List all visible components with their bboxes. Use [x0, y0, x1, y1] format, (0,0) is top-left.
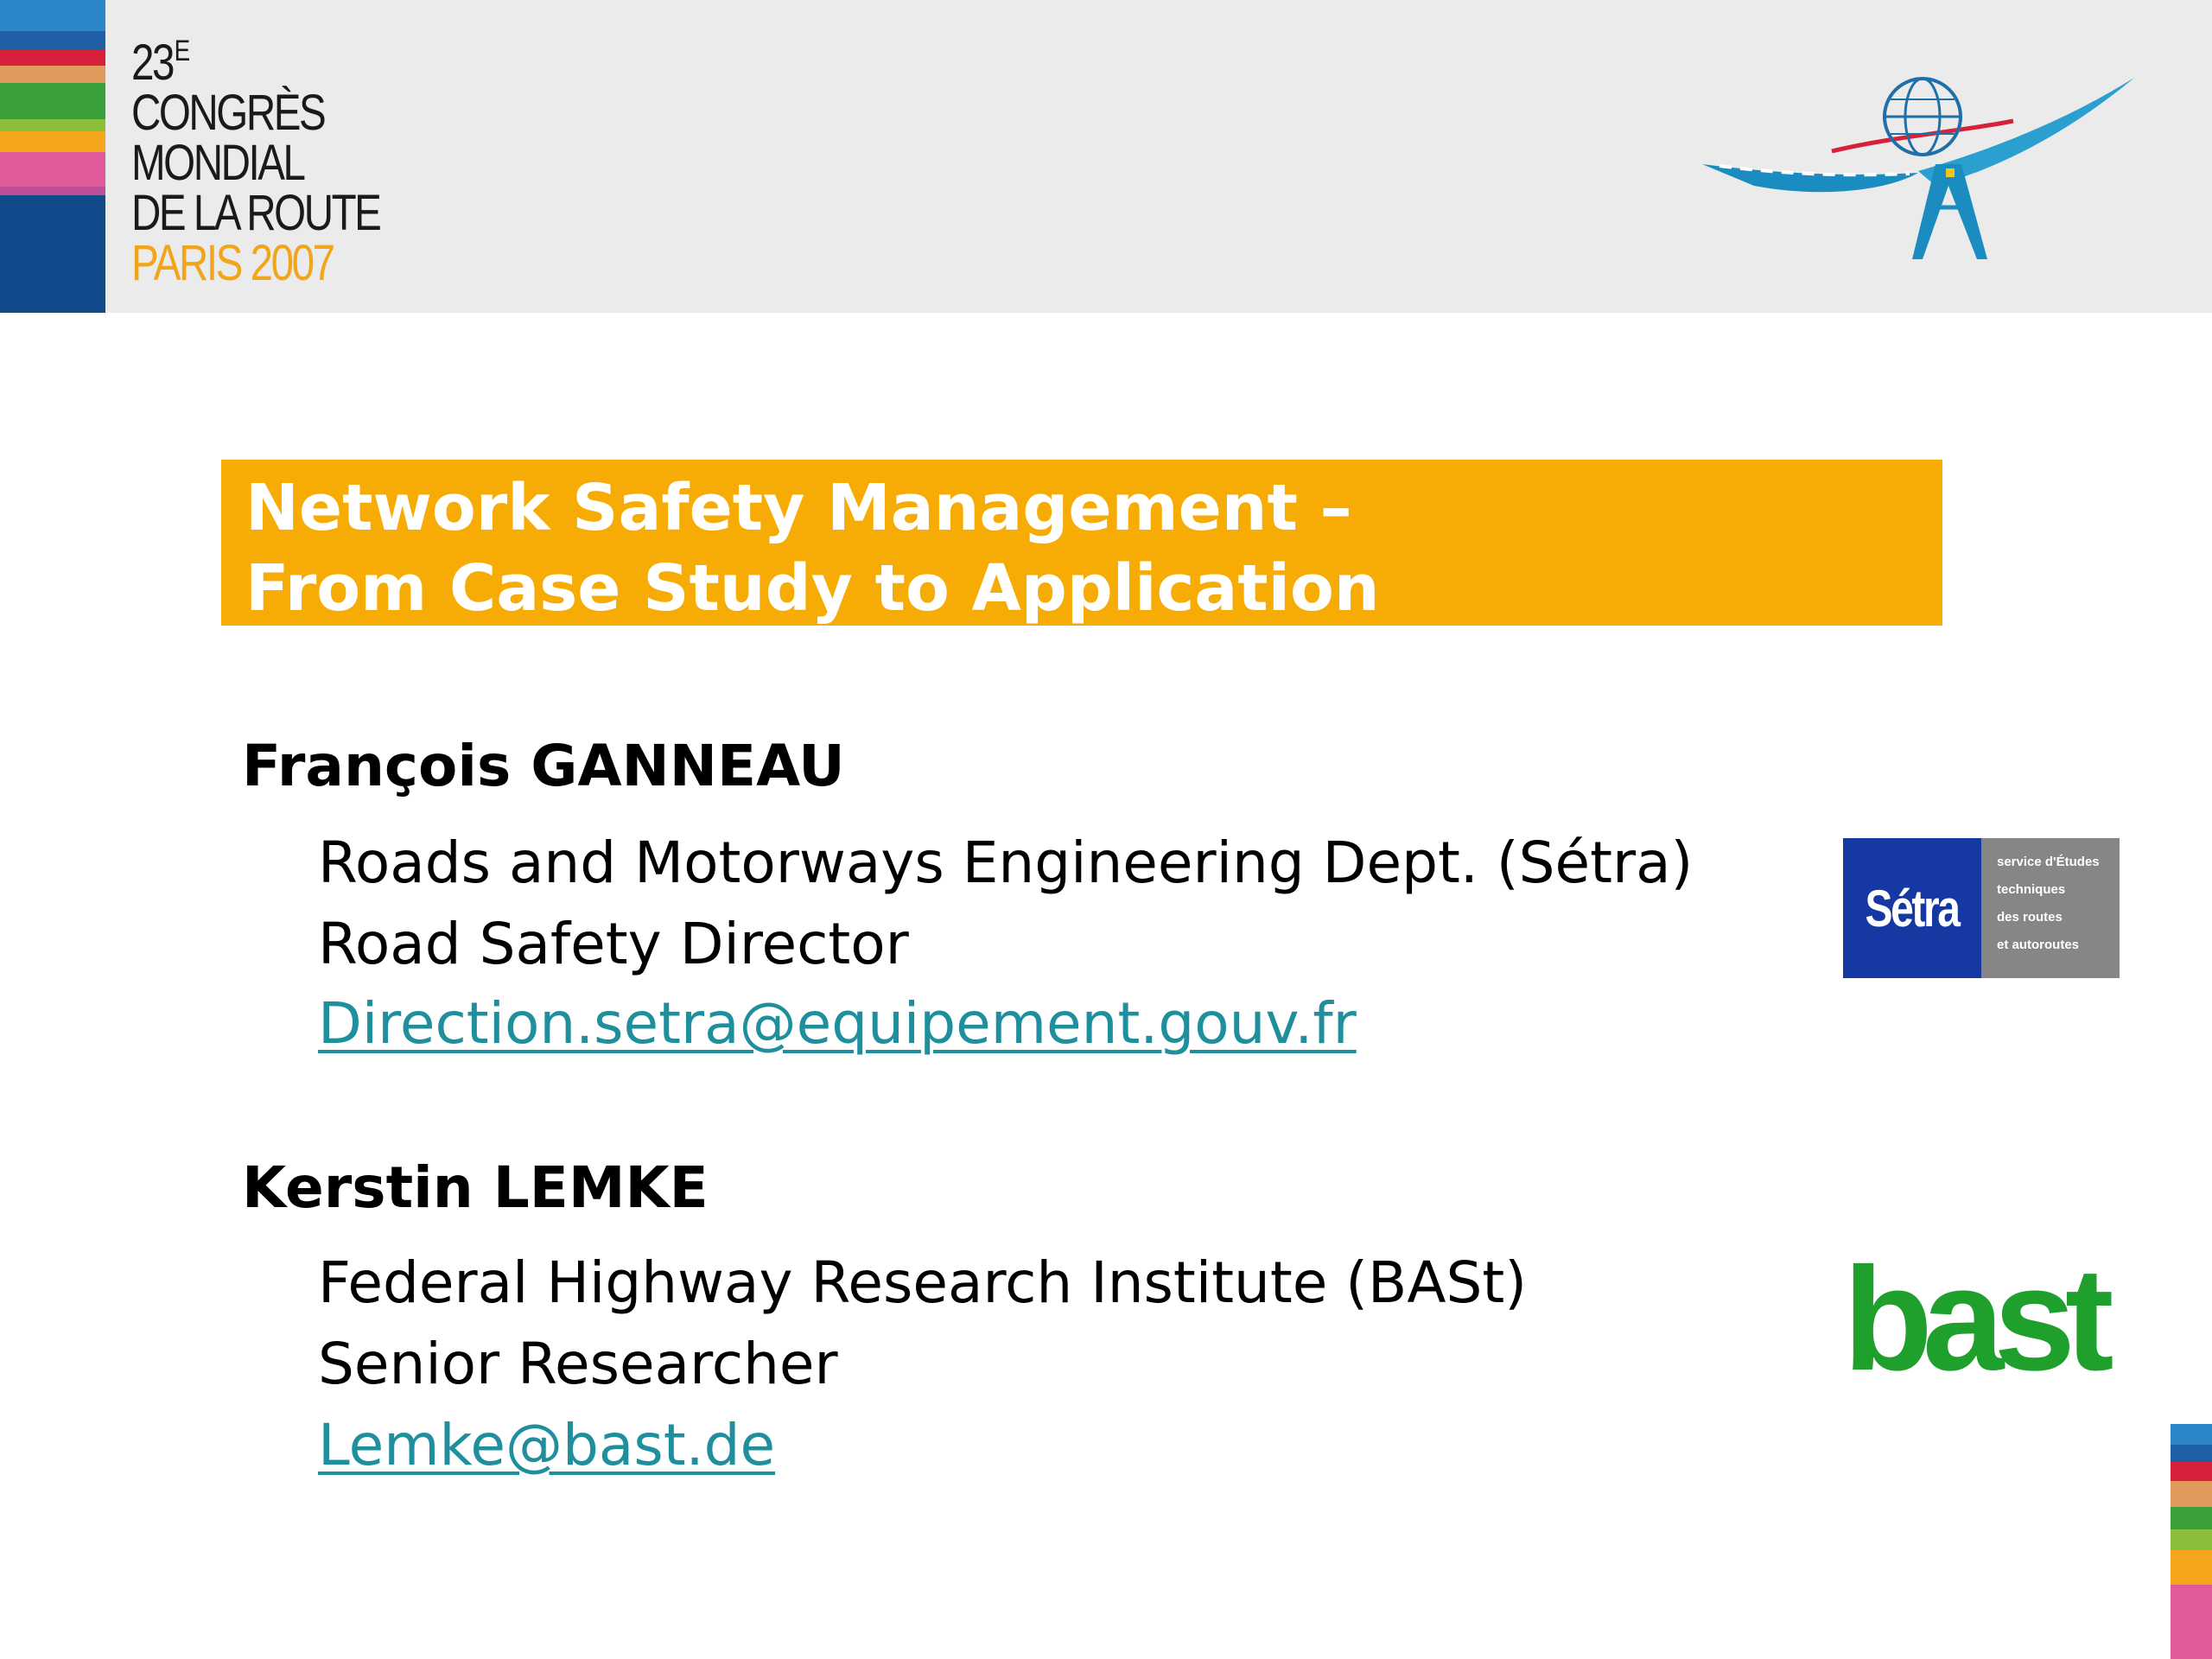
author-email-link-2[interactable]: Lemke@bast.de	[318, 1412, 776, 1478]
corner-color-stripes	[2171, 1424, 2212, 1659]
corner-stripe-3	[2171, 1481, 2212, 1507]
stripe-0	[0, 0, 105, 31]
author-name-1: François GANNEAU	[242, 733, 845, 799]
corner-stripe-1	[2171, 1445, 2212, 1462]
corner-stripe-0	[2171, 1424, 2212, 1445]
author-org-2: Federal Highway Research Institute (BASt)	[318, 1249, 1527, 1316]
corner-stripe-5	[2171, 1529, 2212, 1550]
stripe-9	[0, 195, 105, 313]
title-banner	[221, 460, 1942, 626]
setra-logo: Sétra service d'Études techniques des routes et autoroutes	[1843, 838, 2120, 978]
stripe-1	[0, 31, 105, 50]
globe-eiffel-road-emblem-icon	[1702, 69, 2143, 276]
congress-header	[0, 0, 2212, 313]
stripe-3	[0, 66, 105, 83]
stripe-7	[0, 152, 105, 187]
stripe-8	[0, 187, 105, 195]
stripe-6	[0, 131, 105, 152]
author-role-1: Road Safety Director	[318, 911, 909, 977]
congress-logo-text: $23^E$ CONGRÈS MONDIAL DE LA ROUTE PARIS 2007	[131, 35, 380, 291]
corner-stripe-2	[2171, 1462, 2212, 1481]
author-email-link-1[interactable]: Direction.setra@equipement.gouv.fr	[318, 990, 1357, 1057]
author-role-2: Senior Researcher	[318, 1331, 838, 1397]
author-org-1: Roads and Motorways Engineering Dept. (Sétra)	[318, 830, 1694, 896]
stripe-2	[0, 50, 105, 66]
presentation-title: Network Safety Management – From Case Study to Application	[245, 471, 1380, 626]
corner-stripe-6	[2171, 1550, 2212, 1585]
bast-logo: bast	[1843, 1237, 2104, 1402]
stripe-4	[0, 83, 105, 119]
author-name-2: Kerstin LEMKE	[242, 1154, 709, 1221]
color-stripes-logo	[0, 0, 105, 313]
corner-stripe-7	[2171, 1585, 2212, 1659]
corner-stripe-4	[2171, 1507, 2212, 1529]
stripe-5	[0, 119, 105, 131]
